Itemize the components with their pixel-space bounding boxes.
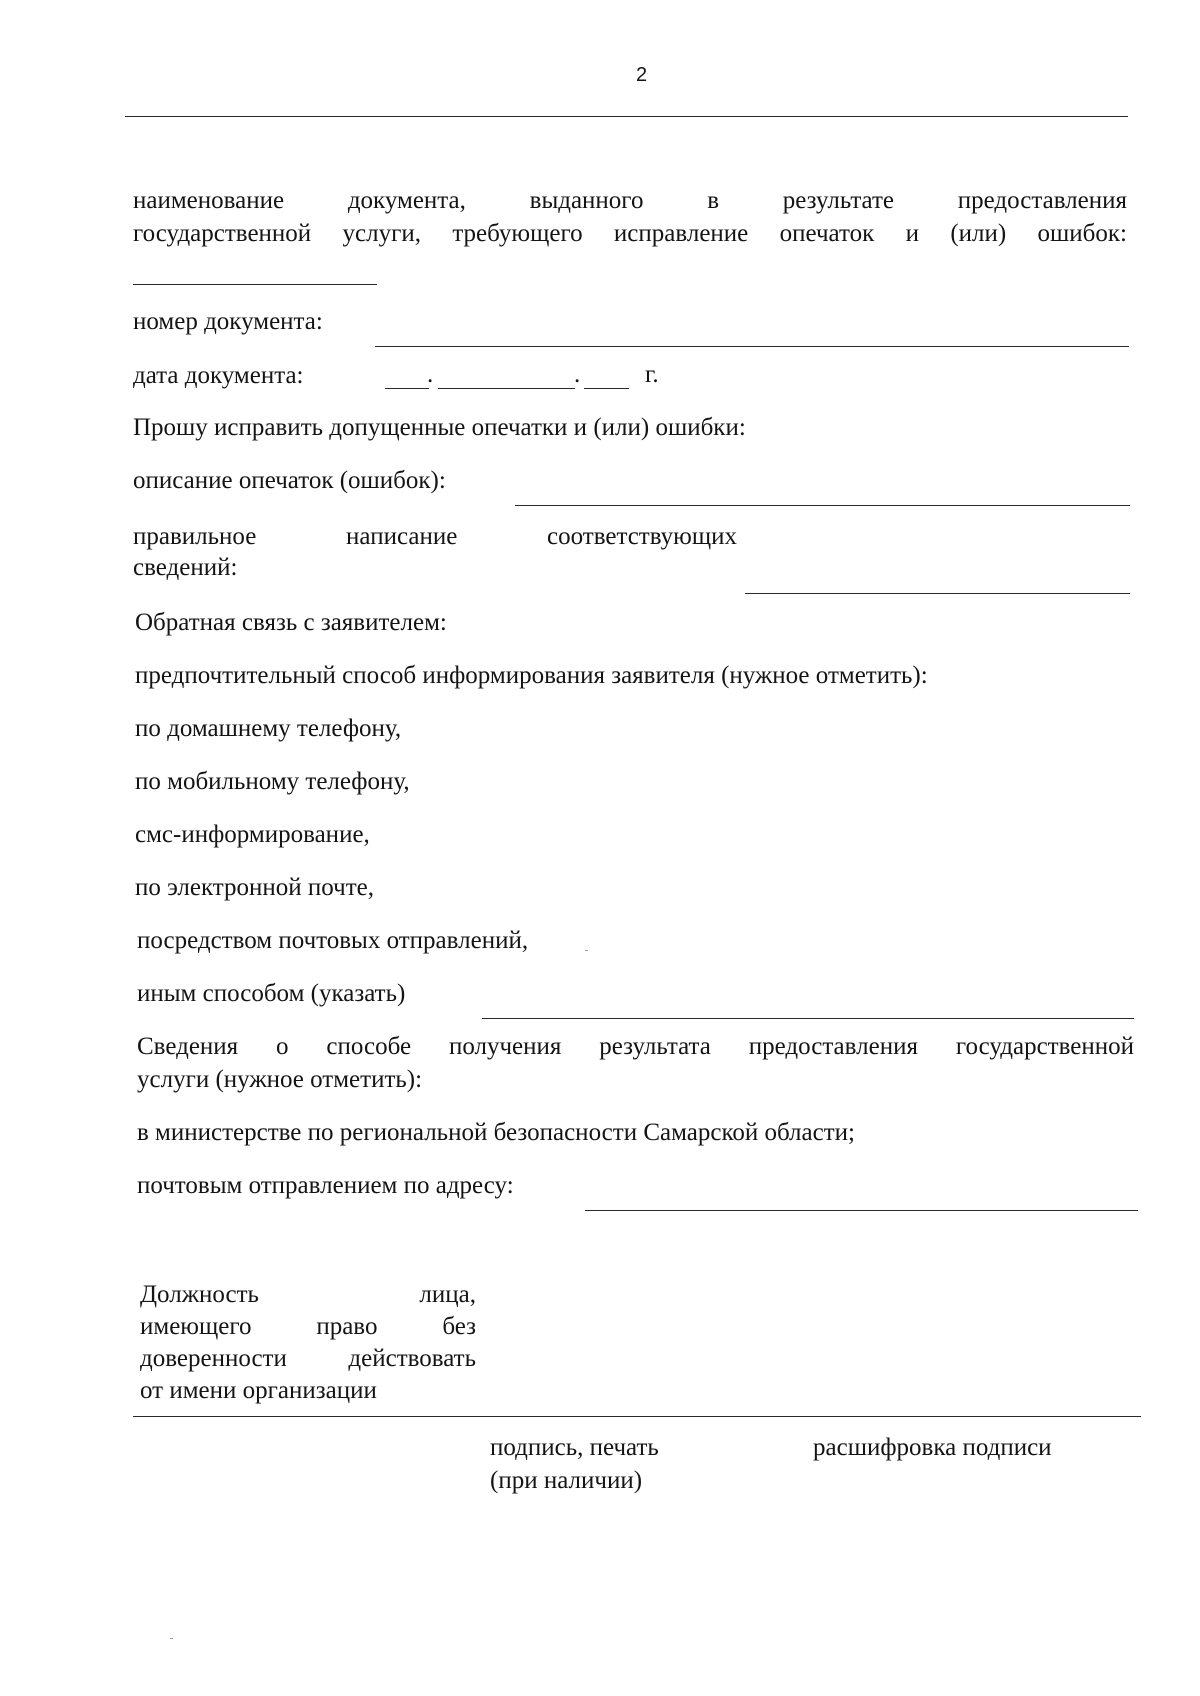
position-line-1: Должность лица, xyxy=(140,1281,476,1308)
date-day-blank[interactable] xyxy=(385,388,429,389)
correct-info-line-2: сведений: xyxy=(133,554,238,581)
option-other[interactable]: иным способом (указать) xyxy=(137,980,406,1007)
signature-decoding-label: расшифровка подписи xyxy=(813,1434,1052,1461)
scan-speck xyxy=(585,950,588,951)
doc-date-label: дата документа: xyxy=(133,362,304,389)
option-email[interactable]: по электронной почте, xyxy=(135,874,374,901)
preferred-method: предпочтительный способ информирования заявителя (нужное отметить): xyxy=(135,662,928,689)
typo-description-label: описание опечаток (ошибок): xyxy=(133,467,446,494)
option-mobile-phone[interactable]: по мобильному телефону, xyxy=(135,768,410,795)
date-month-blank[interactable] xyxy=(438,388,575,389)
result-info-line-2: услуги (нужное отметить): xyxy=(137,1066,423,1093)
option-mail[interactable]: почтовым отправлением по адресу: xyxy=(137,1172,514,1199)
header-rule xyxy=(125,116,1128,117)
document-name-line-2: государственной услуги, требующего исправление опечаток и (или) ошибок: xyxy=(133,220,1127,247)
correct-info-line-1: правильное написание соответствующих xyxy=(133,523,737,550)
page-number: 2 xyxy=(636,64,648,86)
document-name-blank[interactable] xyxy=(133,284,377,285)
option-sms[interactable]: смс-информирование, xyxy=(135,821,370,848)
request-text: Прошу исправить допущенные опечатки и (или) ошибки: xyxy=(133,414,746,441)
option-postal[interactable]: посредством почтовых отправлений, xyxy=(137,927,529,954)
position-line-4: от имени организации xyxy=(140,1377,377,1404)
option-home-phone[interactable]: по домашнему телефону, xyxy=(135,715,402,742)
result-info-line-1: Сведения о способе получения результата предоставления государственной xyxy=(137,1033,1134,1060)
feedback-title: Обратная связь с заявителем: xyxy=(135,609,447,636)
position-line-3: доверенности действовать xyxy=(140,1345,476,1372)
doc-number-blank[interactable] xyxy=(375,346,1129,347)
date-year-blank[interactable] xyxy=(584,388,629,389)
sign-stamp-label: подпись, печать xyxy=(490,1434,659,1461)
correct-info-blank[interactable] xyxy=(745,593,1130,594)
date-year-suffix: г. xyxy=(645,361,659,388)
date-dot-1: . xyxy=(427,361,434,388)
mail-address-blank[interactable] xyxy=(585,1210,1138,1211)
document-name-line-1: наименование документа, выданного в результате предоставления xyxy=(133,187,1127,214)
position-line-2: имеющего право без xyxy=(140,1313,476,1340)
sign-stamp-note: (при наличии) xyxy=(490,1467,643,1494)
date-dot-2: . xyxy=(574,361,581,388)
scan-speck xyxy=(170,1638,173,1639)
option-other-blank[interactable] xyxy=(482,1018,1134,1019)
option-ministry[interactable]: в министерстве по региональной безопасности Самарской области; xyxy=(137,1119,855,1146)
typo-description-blank[interactable] xyxy=(515,505,1130,506)
signature-rule[interactable] xyxy=(133,1416,1141,1417)
doc-number-label: номер документа: xyxy=(133,308,323,335)
